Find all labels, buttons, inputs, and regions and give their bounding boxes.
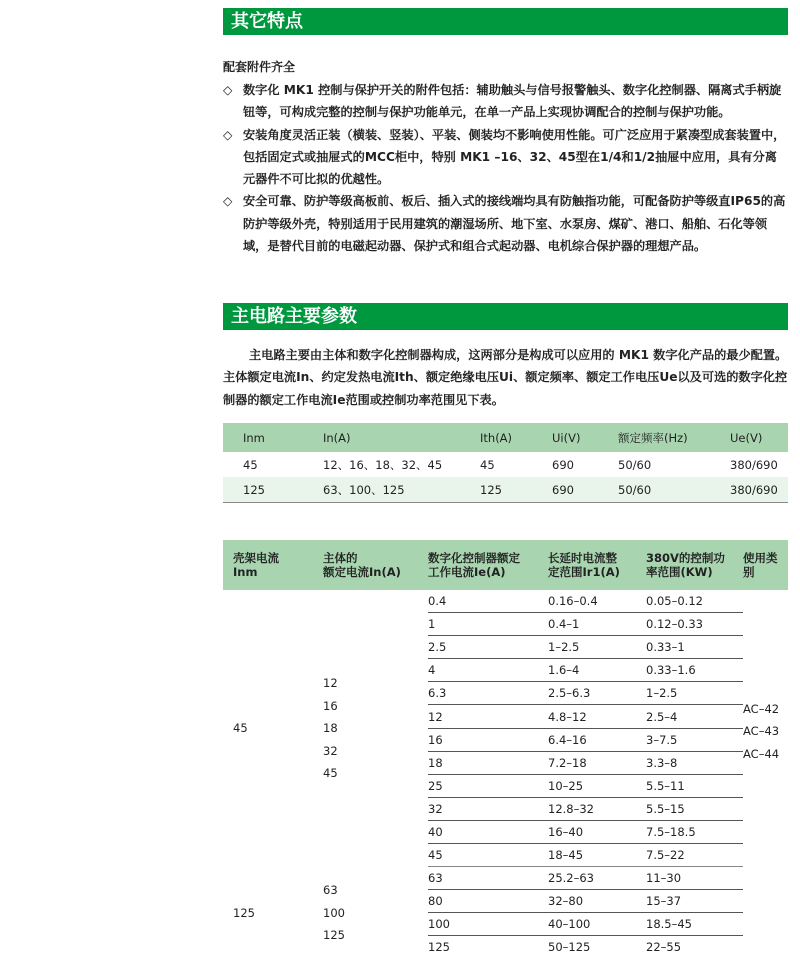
table-cell: 380/690 xyxy=(730,457,778,472)
table-cell: 6.4–16 xyxy=(548,728,646,751)
table-cell: 45 xyxy=(243,457,258,472)
list-item xyxy=(223,79,788,124)
table-cell: 25.2–63 xyxy=(548,867,646,890)
list-item-text: 安全可靠、防护等级高板前、板后、插入式的接线端均具有防触指功能，可配备防护等级直IP65的高防护等级外壳，特别适用于民用建筑的潮湿场所、地下室、水泵房、煤矿、港口、船舶、石化等领域，是替代目前的电磁起动器、保护式和组合式起动器、电机综合保护器的理想产品。 xyxy=(243,194,786,254)
table-cell: 25 xyxy=(428,774,548,797)
list-item-text: 安装角度灵活正装（横装、竖装）、平装、侧装均不影响使用性能。可广泛应用于紧凑型成套装置中，包括固定式或抽屉式的MCC柜中，特别 MK1 –16、32、45型在1/4和1/2抽屉中应用，具有分离元器件不可比拟的优越性。 xyxy=(243,127,786,187)
header-cell xyxy=(646,540,743,590)
table-cell: 80 xyxy=(428,890,548,913)
table-cell: 4 xyxy=(428,659,548,682)
table-cell: 0.16–0.4 xyxy=(548,590,646,613)
table-cell: 100 xyxy=(428,913,548,936)
controller-range-table xyxy=(223,540,788,958)
table-cell: 16–40 xyxy=(548,820,646,843)
table-cell: 0.4 xyxy=(428,590,548,613)
table-cell: 40–100 xyxy=(548,913,646,936)
header-line: 数字化控制器额定 xyxy=(428,551,520,565)
table-cell: 125 xyxy=(480,477,552,503)
rated-current-cell xyxy=(323,590,428,867)
table-cell: 50–125 xyxy=(548,936,646,958)
table-cell: 12、16、18、32、45 xyxy=(323,457,443,472)
usage-category: AC–44 xyxy=(743,746,780,761)
diamond-bullet-icon: ◇ xyxy=(223,83,233,97)
frame-current-cell: 45 xyxy=(233,721,248,736)
rated-current-value: 125 xyxy=(323,928,345,943)
header-line: 主体的 xyxy=(323,551,358,565)
table-cell: 0.33–1 xyxy=(646,636,743,659)
table-header-row xyxy=(223,540,788,590)
header-line: 使用类别 xyxy=(743,551,778,579)
table-cell: 10–25 xyxy=(548,774,646,797)
table-cell: 5.5–11 xyxy=(646,774,743,797)
rated-current-value: 18 xyxy=(323,721,338,736)
header-cell xyxy=(323,540,428,590)
table-cell: 0.33–1.6 xyxy=(646,659,743,682)
rated-current-value: 45 xyxy=(323,766,338,781)
table-cell: 125 xyxy=(428,936,548,958)
rated-current-cell xyxy=(323,867,428,958)
table-header-row xyxy=(223,423,788,452)
frame-current-cell: 125 xyxy=(233,905,255,920)
rated-current-value: 16 xyxy=(323,698,338,713)
table-cell: 32–80 xyxy=(548,890,646,913)
table-cell: 11–30 xyxy=(646,867,743,890)
table-cell: 15–37 xyxy=(646,890,743,913)
usage-category: AC–43 xyxy=(743,724,780,739)
table-cell: 18 xyxy=(428,751,548,774)
header-line: 率范围(KW) xyxy=(646,565,713,579)
table-cell: 3.3–8 xyxy=(646,751,743,774)
header-line: 额定电流In(A) xyxy=(323,565,401,579)
table-cell: 2.5–4 xyxy=(646,705,743,728)
main-params-table xyxy=(223,423,788,503)
table-cell: 1.6–4 xyxy=(548,659,646,682)
spacer-cell xyxy=(223,590,233,867)
table-cell: 4.8–12 xyxy=(548,705,646,728)
table-cell: Ui(V) xyxy=(552,423,618,452)
list-item xyxy=(223,124,788,191)
table-cell: 3–7.5 xyxy=(646,728,743,751)
table-cell: 125 xyxy=(243,477,323,503)
section-title-main-circuit: 主电路主要参数 xyxy=(223,303,788,330)
table-cell: 63、100、125 xyxy=(323,477,480,503)
table-cell: Ue(V) xyxy=(730,423,788,452)
header-cell xyxy=(743,540,788,590)
header-line: 380V的控制功 xyxy=(646,551,725,565)
table-cell: 18–45 xyxy=(548,844,646,867)
table-cell: 额定频率(Hz) xyxy=(618,423,730,452)
section-title-features: 其它特点 xyxy=(223,8,788,35)
table-cell: 45 xyxy=(428,844,548,867)
table-cell: 7.2–18 xyxy=(548,751,646,774)
table-cell: 0.4–1 xyxy=(548,613,646,636)
table-cell: 12.8–32 xyxy=(548,797,646,820)
spacer-cell xyxy=(223,452,243,477)
table-row xyxy=(223,452,788,477)
header-line: 工作电流Ie(A) xyxy=(428,565,506,579)
header-cell xyxy=(233,540,323,590)
table-cell: 40 xyxy=(428,820,548,843)
list-item-text: 数字化 MK1 控制与保护开关的附件包括：辅助触头与信号报警触头、数字化控制器、隔离式手柄旋钮等，可构成完整的控制与保护功能单元，在单一产品上实现协调配合的控制与保护功能。 xyxy=(243,83,782,120)
rated-current-value: 100 xyxy=(323,905,345,920)
table-cell: 32 xyxy=(428,797,548,820)
spacer-cell xyxy=(223,477,243,503)
table-cell: 2.5–6.3 xyxy=(548,682,646,705)
table-row xyxy=(223,590,788,613)
table-cell: 690 xyxy=(552,477,618,503)
header-line: 壳架电流 xyxy=(233,551,279,565)
header-cell xyxy=(548,540,646,590)
table-cell: 0.12–0.33 xyxy=(646,613,743,636)
table-cell: Ith(A) xyxy=(480,423,552,452)
table-cell: Inm xyxy=(243,423,323,452)
subheading-accessories: 配套附件齐全 xyxy=(223,60,296,74)
table-cell: 18.5–45 xyxy=(646,913,743,936)
header-line: 定范围Ir1(A) xyxy=(548,565,620,579)
table-cell: 45 xyxy=(480,457,495,472)
table-cell: In(A) xyxy=(323,423,480,452)
table-cell: 1–2.5 xyxy=(548,636,646,659)
table-cell: 380/690 xyxy=(730,477,788,503)
table-cell: 16 xyxy=(428,728,548,751)
table-cell: 2.5 xyxy=(428,636,548,659)
main-circuit-intro: 主电路主要由主体和数字化控制器构成，这两部分是构成可以应用的 MK1 数字化产品的最少配置。主体额定电流In、约定发热电流Ith、额定绝缘电压Ui、额定频率、额定工作电压Ue以及可选的数字化控制器的额定工作电流Ie范围或控制功率范围见下表。 xyxy=(223,348,788,407)
table-cell: 1–2.5 xyxy=(646,682,743,705)
spacer-cell xyxy=(223,540,233,590)
usage-category-cell xyxy=(743,590,788,867)
table-cell: 7.5–22 xyxy=(646,844,743,867)
table-cell: 63 xyxy=(428,867,548,890)
table-cell: 6.3 xyxy=(428,682,548,705)
diamond-bullet-icon: ◇ xyxy=(223,127,233,142)
table-cell: 5.5–15 xyxy=(646,797,743,820)
usage-category-cell xyxy=(743,867,788,958)
header-line: 长延时电流整 xyxy=(548,551,617,565)
table-cell: 7.5–18.5 xyxy=(646,820,743,843)
rated-current-value: 63 xyxy=(323,883,338,898)
usage-category: AC–42 xyxy=(743,701,780,716)
list-item xyxy=(223,190,788,257)
header-cell xyxy=(428,540,548,590)
spacer-cell xyxy=(223,867,233,958)
table-cell: 0.05–0.12 xyxy=(646,590,743,613)
table-cell: 690 xyxy=(552,457,574,472)
spacer-cell xyxy=(223,423,243,452)
table-cell: 50/60 xyxy=(618,457,652,472)
table-cell: 22–55 xyxy=(646,936,743,958)
table-row xyxy=(223,867,788,890)
table-cell: 1 xyxy=(428,613,548,636)
table-row xyxy=(223,477,788,503)
table-cell: 12 xyxy=(428,705,548,728)
diamond-bullet-icon: ◇ xyxy=(223,194,233,209)
table-cell: 50/60 xyxy=(618,477,730,503)
feature-list xyxy=(223,79,788,257)
header-line: Inm xyxy=(233,565,258,579)
rated-current-value: 12 xyxy=(323,676,338,691)
rated-current-value: 32 xyxy=(323,743,338,758)
